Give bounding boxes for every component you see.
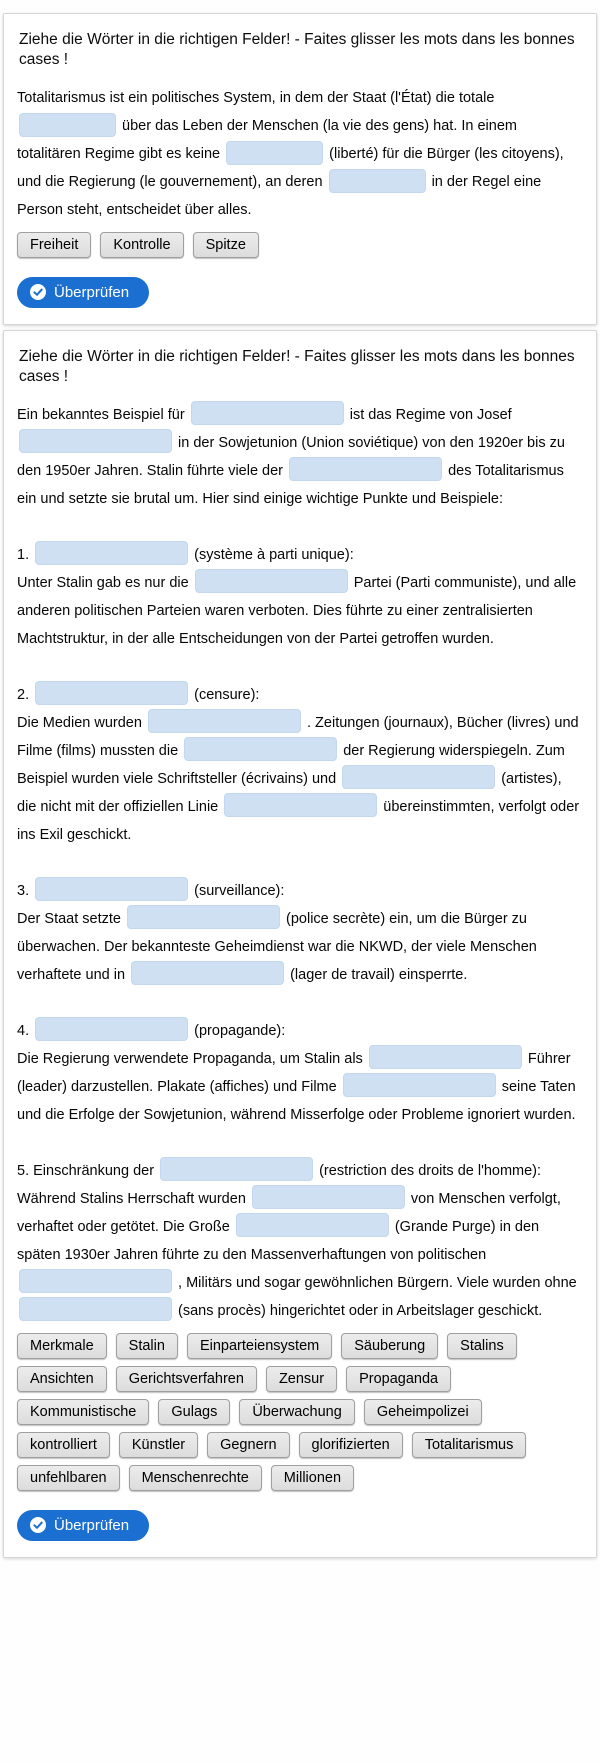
word-bank-row (17, 1366, 583, 1392)
draggable-word[interactable]: Ansichten (17, 1366, 107, 1392)
check-button[interactable] (17, 1510, 149, 1541)
word-bank-row (17, 232, 583, 258)
check-circle-icon (30, 1517, 46, 1533)
drop-zone[interactable] (35, 1017, 188, 1041)
drop-zone[interactable] (343, 1073, 496, 1097)
drop-zone[interactable] (226, 141, 323, 165)
draggable-word[interactable]: Gulags (158, 1399, 230, 1425)
drop-zone[interactable] (19, 113, 116, 137)
draggable-word[interactable]: Gerichtsverfahren (116, 1366, 257, 1392)
draggable-word[interactable]: Totalitarismus (412, 1432, 527, 1458)
exercise-text: 5. Einschränkung der (restriction des droits de l'homme): Während Stalins Herrschaft wurden von Menschen verfolgt, verhaftet oder getötet. Die Große (Grande Purge) in den späten 1930er Jahren führte zu den Massenverhaftungen von politischen , Militärs und sogar gewöhnlichen Bürgern. Viele wurden ohne (sans procès) hingerichtet oder in Arbeitslager geschickt. (17, 1157, 583, 1325)
word-bank-row (17, 1399, 583, 1425)
word-bank-row (17, 1465, 583, 1491)
draggable-word[interactable]: Millionen (271, 1465, 354, 1491)
exercise-text: 3. (surveillance): Der Staat setzte (police secrète) ein, um die Bürger zu überwachen. Der bekannteste Geheimdienst war die NKWD, der viele Menschen verhaftete und in (lager de travail) einsperrte. (17, 877, 583, 989)
draggable-word[interactable]: Geheimpolizei (364, 1399, 482, 1425)
drop-zone[interactable] (342, 765, 495, 789)
drop-zone[interactable] (19, 1269, 172, 1293)
drop-zone[interactable] (148, 709, 301, 733)
draggable-word[interactable]: Freiheit (17, 232, 91, 258)
draggable-word[interactable]: Einparteiensystem (187, 1333, 332, 1359)
drop-zone[interactable] (195, 569, 348, 593)
draggable-word[interactable]: unfehlbaren (17, 1465, 120, 1491)
exercise-card (3, 13, 597, 325)
drop-zone[interactable] (236, 1213, 389, 1237)
draggable-word[interactable]: Gegnern (207, 1432, 289, 1458)
card-title: Ziehe die Wörter in die richtigen Felder! - Faites glisser les mots dans les bonnes cases ! (19, 347, 575, 386)
draggable-word[interactable]: Propaganda (346, 1366, 451, 1392)
drop-zone[interactable] (35, 541, 188, 565)
exercise-text: Totalitarismus ist ein politisches System, in dem der Staat (l'État) die totale über das Leben der Menschen (la vie des gens) hat. In einem totalitären Regime gibt es keine (liberté) für die Bürger (les citoyens), und die Regierung (le gouvernement), an deren in der Regel eine Person steht, entscheidet über alles. (17, 89, 564, 218)
check-circle-icon (30, 284, 46, 300)
drop-zone[interactable] (191, 401, 344, 425)
draggable-word[interactable]: Kontrolle (100, 232, 183, 258)
word-bank (17, 1333, 583, 1491)
exercise-text: 2. (censure): Die Medien wurden . Zeitungen (journaux), Bücher (livres) und Filme (films) mussten die der Regierung widerspiegeln. Zum Beispiel wurden viele Schriftsteller (écrivains) und (artistes), die nicht mit der offiziellen Linie übereinstimmten, verfolgt oder ins Exil geschickt. (17, 681, 583, 849)
exercise-text: 4. (propagande): Die Regierung verwendete Propaganda, um Stalin als Führer (leader) darzustellen. Plakate (affiches) und Filme seine Taten und die Erfolge der Sowjetunion, während Misserfolge oder Probleme ignoriert wurden. (17, 1017, 583, 1129)
draggable-word[interactable]: Überwachung (239, 1399, 354, 1425)
exercise-card (3, 330, 597, 1558)
drop-zone[interactable] (131, 961, 284, 985)
drop-zone[interactable] (127, 905, 280, 929)
drop-zone[interactable] (35, 877, 188, 901)
drop-zone[interactable] (160, 1157, 313, 1181)
drop-zone[interactable] (19, 429, 172, 453)
word-bank-row (17, 1432, 583, 1458)
check-button-label: Überprüfen (54, 283, 130, 301)
exercise-text: 1. (système à parti unique): Unter Stalin gab es nur die Partei (Parti communiste), und alle anderen politischen Parteien waren verboten. Dies führte zu einer zentralisierten Machtstruktur, in der alle Entscheidungen von der Partei getroffen wurden. (17, 541, 583, 653)
draggable-word[interactable]: glorifizierten (299, 1432, 403, 1458)
draggable-word[interactable]: Zensur (266, 1366, 337, 1392)
drop-zone[interactable] (329, 169, 426, 193)
word-bank-row (17, 1333, 583, 1359)
draggable-word[interactable]: Stalin (116, 1333, 178, 1359)
drop-zone[interactable] (369, 1045, 522, 1069)
drop-zone[interactable] (35, 681, 188, 705)
drop-zone[interactable] (19, 1297, 172, 1321)
drop-zone[interactable] (184, 737, 337, 761)
check-button[interactable] (17, 277, 149, 308)
draggable-word[interactable]: Spitze (193, 232, 259, 258)
exercise-list (0, 13, 600, 1558)
draggable-word[interactable]: kontrolliert (17, 1432, 110, 1458)
card-title: Ziehe die Wörter in die richtigen Felder! - Faites glisser les mots dans les bonnes cases ! (19, 31, 575, 69)
drop-zone[interactable] (289, 457, 442, 481)
drop-zone[interactable] (252, 1185, 405, 1209)
draggable-word[interactable]: Stalins (447, 1333, 517, 1359)
word-bank (17, 232, 583, 258)
check-button-label: Überprüfen (54, 1516, 130, 1534)
draggable-word[interactable]: Säuberung (341, 1333, 438, 1359)
draggable-word[interactable]: Künstler (119, 1432, 198, 1458)
drop-zone[interactable] (224, 793, 377, 817)
draggable-word[interactable]: Menschenrechte (129, 1465, 262, 1491)
draggable-word[interactable]: Kommunistische (17, 1399, 149, 1425)
draggable-word[interactable]: Merkmale (17, 1333, 107, 1359)
exercise-text: Ein bekanntes Beispiel für ist das Regime von Josef in der Sowjetunion (Union soviétique) von den 1920er bis zu den 1950er Jahren. Stalin führte viele der des Totalitarismus ein und setzte sie brutal um. Hier sind einige wichtige Punkte und Beispiele: (17, 401, 583, 513)
